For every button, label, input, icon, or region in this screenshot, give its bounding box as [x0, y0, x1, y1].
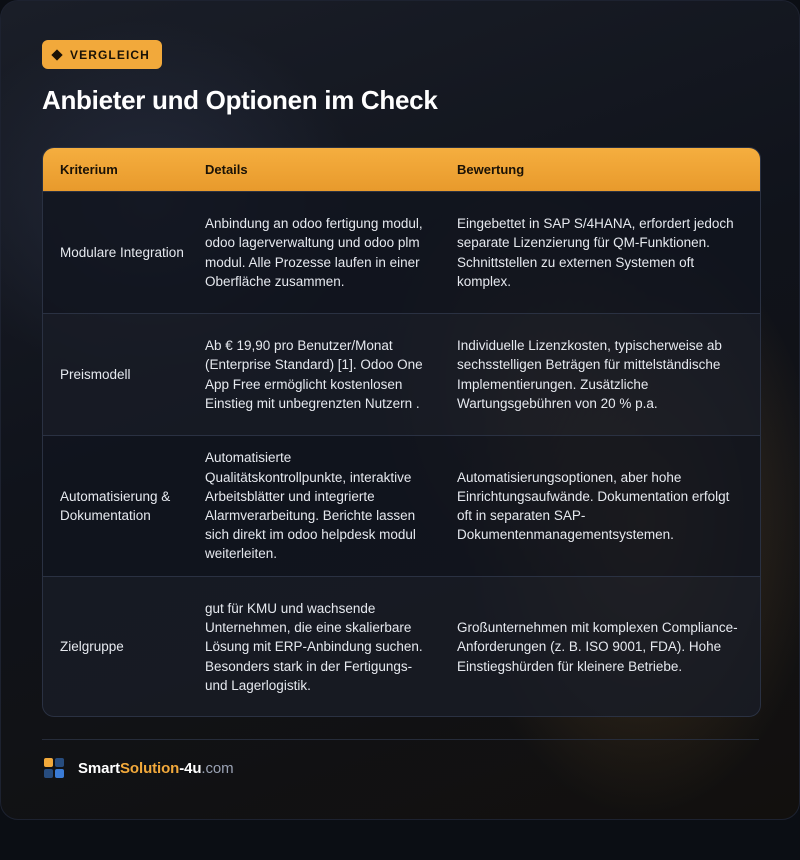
details-text: Automatisierte Qualitätskontrollpunkte, interaktive Arbeitsblätter und integrierte Alarmverarbeitung. Berichte lassen sich direkt im odoo helpdesk modul weiterleiten. [205, 450, 416, 562]
footer-divider [42, 739, 759, 740]
details-text: Anbindung an odoo fertigung modul, odoo lagerverwaltung und odoo plm modul. Alle Prozesse laufen in einer Oberfläche zusammen. [205, 216, 423, 289]
cell-rating [457, 192, 747, 313]
category-badge [42, 40, 162, 69]
details-text: Ab € 19,90 pro Benutzer/Monat (Enterprise Standard) [1]. Odoo One App Free ermöglicht kostenlosen Einstieg mit unbegrenzten Nutzern . [205, 338, 423, 411]
cell-rating [457, 436, 747, 576]
brand-part-solution: Solution [120, 759, 180, 777]
table-row [43, 191, 760, 313]
cell-criterion [60, 314, 190, 435]
cell-criterion [60, 436, 190, 576]
rating-text: Eingebettet in SAP S/4HANA, erfordert jedoch separate Lizenzierung für QM-Funktionen. Schnittstellen zu externen Systemen oft komplex. [457, 216, 734, 289]
page-title: Anbieter und Optionen im Check [42, 85, 438, 115]
cell-criterion [60, 192, 190, 313]
header-criterion: Kriterium [60, 162, 118, 177]
criterion-text: Modulare Integration [60, 244, 184, 260]
brand-logo[interactable] [44, 758, 234, 778]
cell-details [205, 314, 427, 435]
rating-text: Individuelle Lizenzkosten, typischerweise ab sechsstelligen Beträgen für mittelständische Implementierungen. Zusätzliche Wartungsgebühren von 20 % p.a. [457, 338, 722, 411]
logo-icon [44, 758, 64, 778]
cell-details [205, 436, 427, 576]
table-row [43, 435, 760, 576]
brand-part-smart: Smart [78, 759, 121, 777]
details-text: gut für KMU und wachsende Unternehmen, die eine skalierbare Lösung mit ERP-Anbindung suchen. Besonders stark in der Fertigungs- und Lagerlogistik. [205, 600, 423, 693]
cell-details [205, 577, 427, 717]
header-details: Details [205, 162, 248, 177]
rating-text: Automatisierungsoptionen, aber hohe Einrichtungsaufwände. Dokumentation erfolgt oft in separaten SAP-Dokumentenmanagementsystemen. [457, 469, 730, 543]
cell-details [205, 192, 427, 313]
criterion-text: Automatisierung & Dokumentation [60, 488, 171, 523]
rating-text: Großunternehmen mit komplexen Compliance-Anforderungen (z. B. ISO 9001, FDA). Hohe Einstiegshürden für kleinere Betriebe. [457, 620, 738, 674]
table-row [43, 576, 760, 717]
brand-part-4u: -4u [179, 759, 202, 777]
header-rating: Bewertung [457, 162, 525, 177]
brand-part-domain: .com [201, 759, 234, 777]
comparison-table [42, 147, 761, 717]
cell-criterion [60, 577, 190, 717]
brand-name [78, 760, 234, 777]
table-row [43, 313, 760, 435]
diamond-icon [51, 49, 62, 60]
badge-label: VERGLEICH [70, 47, 150, 62]
cell-rating [457, 577, 747, 717]
table-header [43, 148, 760, 191]
cell-rating [457, 314, 747, 435]
criterion-text: Preismodell [60, 366, 131, 382]
criterion-text: Zielgruppe [60, 639, 124, 655]
